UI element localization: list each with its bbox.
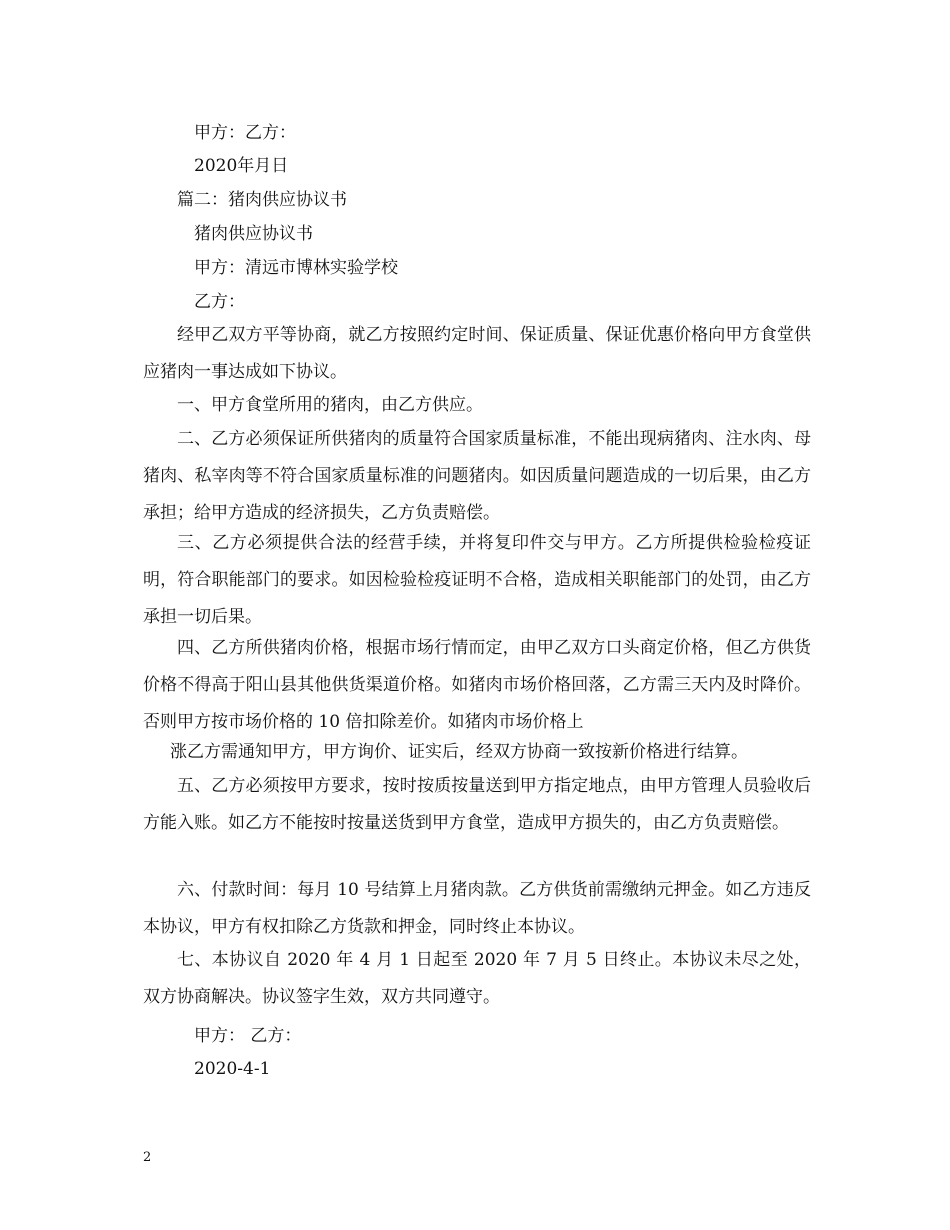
party-a-line: 甲方：清远市博林实验学校 (194, 258, 398, 278)
paragraph-clause-2: 二、乙方必须保证所供猪肉的质量符合国家质量标准，不能出现病猪肉、注水肉、母猪肉、私宰肉等不符合国家质量标准的问题猪肉。如因质量问题造成的一切后果，由乙方承担；给甲方造成的经济损失，乙方负责赔偿。 (143, 429, 811, 523)
date-line-top: 2020年月日 (194, 156, 289, 176)
party-b-line: 乙方： (194, 292, 245, 312)
signature-line-top: 甲方：乙方： (194, 123, 296, 143)
paragraph-clause-7: 七、本协议自 2020 年 4 月 1 日起至 2020 年 7 月 5 日终止。本协议未尽之处，双方协商解决。协议签字生效，双方共同遵守。 (143, 950, 811, 1007)
page-number: 2 (143, 1150, 152, 1165)
section-heading: 篇二：猪肉供应协议书 (177, 190, 347, 210)
paragraph-clause-5: 五、乙方必须按甲方要求，按时按质按量送到甲方指定地点，由甲方管理人员验收后方能入账。如乙方不能按时按量送货到甲方食堂，造成甲方损失的，由乙方负责赔偿。 (143, 776, 811, 833)
paragraph-clause-4: 四、乙方所供猪肉价格，根据市场行情而定，由甲乙双方口头商定价格，但乙方供货价格不得高于阳山县其他供货渠道价格。如猪肉市场价格回落，乙方需三天内及时降价。否则甲方按市场价格的 10 倍扣除差价。如猪肉市场价格上 (143, 638, 811, 732)
paragraph-clause-4-continued: 涨乙方需通知甲方，甲方询价、证实后，经双方协商一致按新价格进行结算。 (170, 742, 748, 762)
paragraph-clause-6: 六、付款时间：每月 10 号结算上月猪肉款。乙方供货前需缴纳元押金。如乙方违反本协议，甲方有权扣除乙方货款和押金，同时终止本协议。 (143, 880, 811, 937)
document-title: 猪肉供应协议书 (194, 224, 313, 244)
paragraph-clause-1: 一、甲方食堂所用的猪肉，由乙方供应。 (177, 395, 483, 415)
signature-line-bottom: 甲方： 乙方： (194, 1026, 302, 1046)
paragraph-clause-3: 三、乙方必须提供合法的经营手续，并将复印件交与甲方。乙方所提供检验检疫证明，符合职能部门的要求。如因检验检疫证明不合格，造成相关职能部门的处罚，由乙方承担一切后果。 (143, 533, 811, 627)
paragraph-intro: 经甲乙双方平等协商，就乙方按照约定时间、保证质量、保证优惠价格向甲方食堂供应猪肉一事达成如下协议。 (143, 325, 811, 382)
date-line-bottom: 2020-4-1 (194, 1059, 271, 1079)
